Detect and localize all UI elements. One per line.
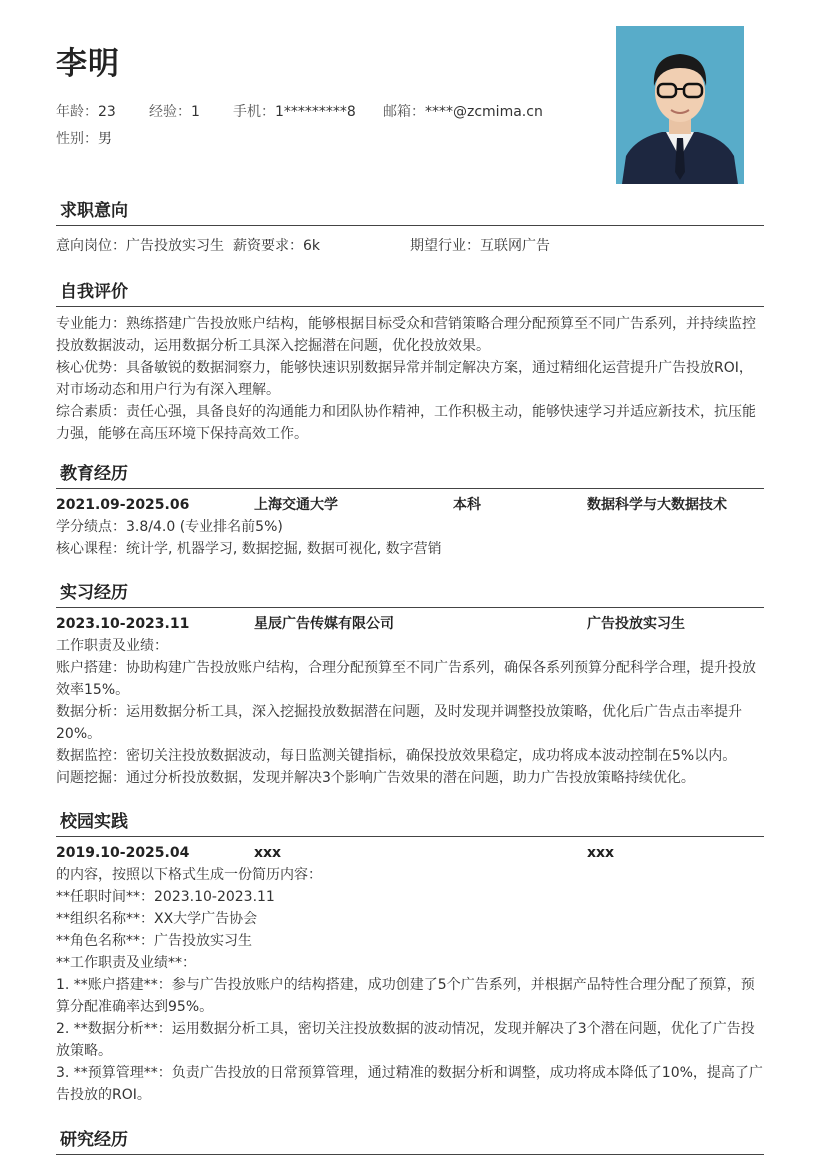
internship-section — [56, 581, 764, 789]
research-title: 研究经历 — [56, 1128, 764, 1155]
research-section — [56, 1128, 764, 1155]
internship-period: 2023.10-2023.11 — [56, 616, 190, 632]
job-intent-row — [56, 235, 764, 257]
candidate-name: 李明 — [56, 46, 120, 82]
self-evaluation-item: 专业能力：熟练搭建广告投放账户结构，能够根据目标受众和营销策略合理分配预算至不同广告系列，并持续监控投放数据波动，运用数据分析工具深入挖掘潜在问题，优化投放效果。 — [56, 316, 756, 354]
internship-header-row — [56, 613, 764, 635]
internship-item: 数据分析：运用数据分析工具，深入挖掘投放数据潜在问题，及时发现并调整投放策略，优化后广告点击率提升20%。 — [56, 704, 742, 742]
campus-line: 的内容，按照以下格式生成一份简历内容： — [56, 867, 322, 883]
intent-position-value: 广告投放实习生 — [126, 238, 224, 254]
internship-title: 实习经历 — [56, 581, 764, 608]
campus-line: **任职时间**：2023.10-2023.11 — [56, 889, 275, 905]
education-period: 2021.09-2025.06 — [56, 497, 190, 513]
intent-industry-value: 互联网广告 — [480, 238, 550, 254]
experience-field — [149, 101, 200, 121]
campus-line: **工作职责及业绩**： — [56, 955, 196, 971]
phone-value: 1*********8 — [275, 104, 356, 120]
self-evaluation-title: 自我评价 — [56, 280, 764, 307]
education-major: 数据科学与大数据技术 — [587, 497, 727, 513]
education-header-row — [56, 494, 764, 516]
job-intent-title: 求职意向 — [56, 199, 764, 226]
internship-item: 数据监控：密切关注投放数据波动，每日监测关键指标，确保投放效果稳定，成功将成本波动控制在5%以内。 — [56, 748, 737, 764]
age-field — [56, 101, 116, 121]
intent-industry — [410, 235, 550, 257]
education-school: 上海交通大学 — [254, 497, 338, 513]
intent-salary-value: 6k — [303, 238, 321, 254]
gender-label: 性别： — [56, 131, 98, 147]
phone-field — [233, 101, 356, 121]
phone-label: 手机： — [233, 104, 275, 120]
email-field — [383, 101, 543, 121]
campus-header-row — [56, 842, 764, 864]
campus-line: 1. **账户搭建**：参与广告投放账户的结构搭建，成功创建了5个广告系列，并根据产品特性合理分配了预算，预算分配准确率达到95%。 — [56, 977, 755, 1015]
education-title: 教育经历 — [56, 462, 764, 489]
age-label: 年龄： — [56, 104, 98, 120]
campus-title: 校园实践 — [56, 810, 764, 837]
campus-role: xxx — [587, 845, 615, 861]
campus-period: 2019.10-2025.04 — [56, 845, 190, 861]
gender-field — [56, 128, 112, 148]
self-evaluation-item: 综合素质：责任心强，具备良好的沟通能力和团队协作精神，工作积极主动，能够快速学习并适应新技术，抗压能力强，能够在高压环境下保持高效工作。 — [56, 404, 756, 442]
internship-role: 广告投放实习生 — [587, 616, 685, 632]
email-label: 邮箱： — [383, 104, 425, 120]
campus-section — [56, 810, 764, 1106]
intent-salary — [233, 235, 320, 257]
campus-line: 3. **预算管理**：负责广告投放的日常预算管理，通过精准的数据分析和调整，成功将成本降低了10%，提高了广告投放的ROI。 — [56, 1065, 763, 1103]
internship-item: 账户搭建：协助构建广告投放账户结构，合理分配预算至不同广告系列，确保各系列预算分配科学合理，提升投放效率15%。 — [56, 660, 756, 698]
profile-photo — [616, 26, 744, 184]
internship-company: 星辰广告传媒有限公司 — [254, 616, 394, 632]
education-courses: 核心课程：统计学, 机器学习, 数据挖掘, 数据可视化, 数字营销 — [56, 541, 442, 557]
intent-position-label: 意向岗位： — [56, 238, 126, 254]
self-evaluation-section — [56, 280, 764, 445]
experience-value: 1 — [191, 104, 200, 120]
education-gpa: 学分绩点：3.8/4.0 (专业排名前5%) — [56, 519, 283, 535]
campus-line: **角色名称**：广告投放实习生 — [56, 933, 252, 949]
gender-value: 男 — [98, 131, 112, 147]
campus-line: 2. **数据分析**：运用数据分析工具，密切关注投放数据的波动情况，发现并解决了3个潜在问题，优化了广告投放策略。 — [56, 1021, 755, 1059]
intent-salary-label: 薪资要求： — [233, 238, 303, 254]
education-section — [56, 462, 764, 560]
internship-item: 问题挖掘：通过分析投放数据，发现并解决3个影响广告效果的潜在问题，助力广告投放策略持续优化。 — [56, 770, 695, 786]
education-degree: 本科 — [453, 497, 481, 513]
internship-duties-label: 工作职责及业绩： — [56, 638, 168, 654]
campus-line: **组织名称**：XX大学广告协会 — [56, 911, 258, 927]
portrait-illustration — [616, 26, 744, 184]
campus-org: xxx — [254, 845, 282, 861]
intent-industry-label: 期望行业： — [410, 238, 480, 254]
experience-label: 经验： — [149, 104, 191, 120]
job-intent-section — [56, 199, 764, 257]
age-value: 23 — [98, 104, 116, 120]
intent-position — [56, 235, 224, 257]
self-evaluation-item: 核心优势：具备敏锐的数据洞察力，能够快速识别数据异常并制定解决方案，通过精细化运营提升广告投放ROI，对市场动态和用户行为有深入理解。 — [56, 360, 753, 398]
email-value: ****@zcmima.cn — [425, 104, 543, 120]
